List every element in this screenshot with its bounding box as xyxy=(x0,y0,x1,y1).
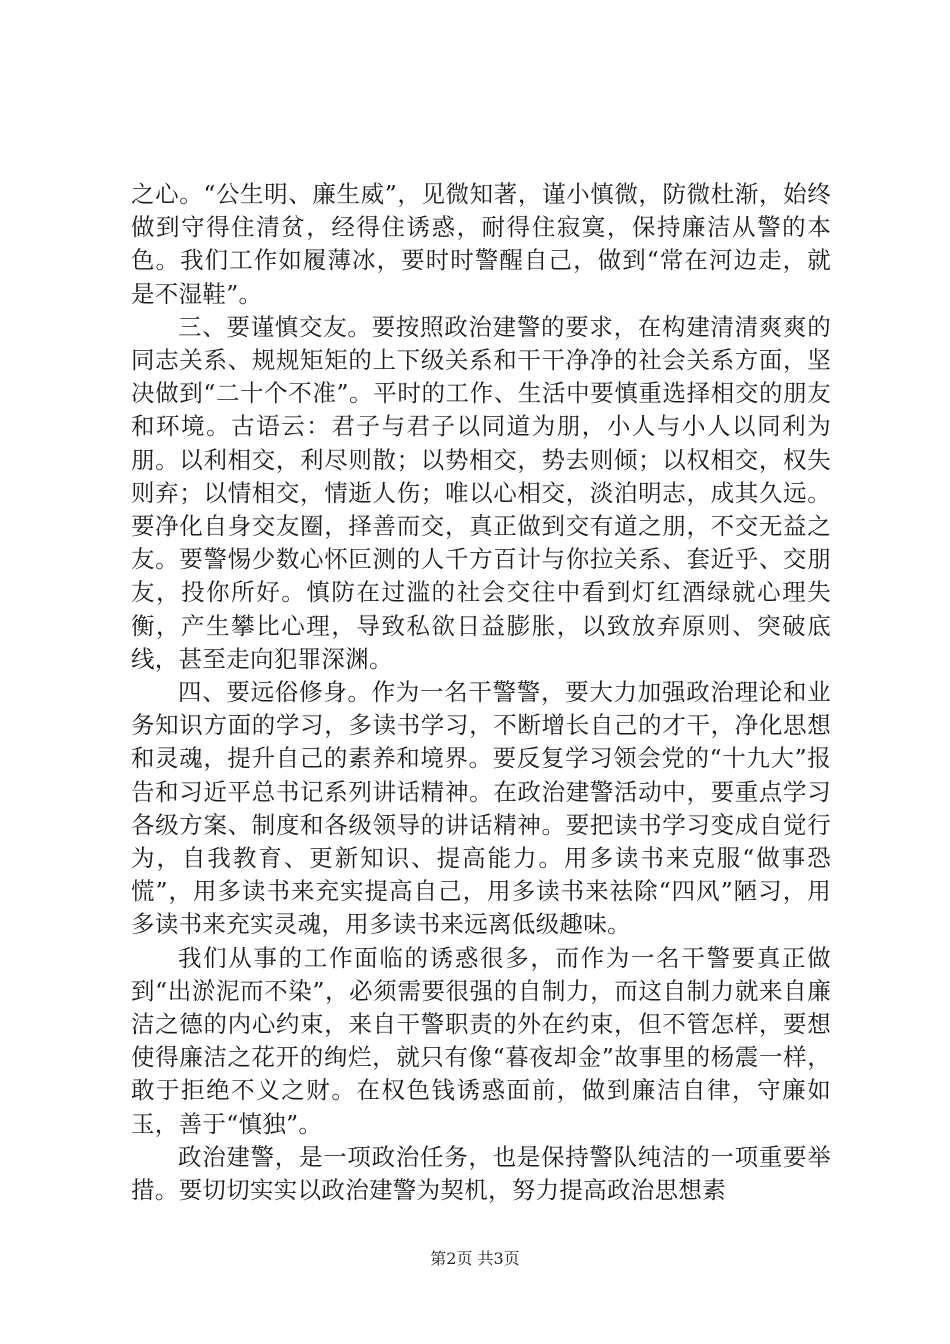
document-body xyxy=(131,178,831,1207)
paragraph-section-four: 四、要远俗修身。作为一名干警警，要大力加强政治理论和业务知识方面的学习，多读书学习，不断增长自己的才干，净化思想和灵魂，提升自己的素养和境界。要反复学习领会党的“十九大”报告和习近平总书记系列讲话精神。在政治建警活动中，要重点学习各级方案、制度和各级领导的讲话精神。要把读书学习变成自觉行为，自我教育、更新知识、提高能力。用多读书来克服“做事恐慌”，用多读书来充实提高自己，用多读书来祛除“四风”陋习，用多读书来充实灵魂，用多读书来远离低级趣味。 xyxy=(131,678,831,939)
page-number-footer: 第2页 共3页 xyxy=(430,1249,520,1268)
paragraph-political-police: 政治建警，是一项政治任务，也是保持警队纯洁的一项重要举措。要切切实实以政治建警为契机，努力提高政治思想素 xyxy=(131,1142,831,1205)
paragraph-section-three: 三、要谨慎交友。要按照政治建警的要求，在构建清清爽爽的同志关系、规规矩矩的上下级关系和干干净净的社会关系方面，坚决做到“二十个不准”。平时的工作、生活中要慎重选择相交的朋友和环境。古语云：君子与君子以同道为朋，小人与小人以同利为朋。以利相交，利尽则散；以势相交，势去则倾；以权相交，权失则弃；以情相交，情逝人伤；唯以心相交，淡泊明志，成其久远。要净化自身交友圈，择善而交，真正做到交有道之朋，不交无益之友。要警惕少数心怀叵测的人千方百计与你拉关系、套近乎、交朋友，投你所好。慎防在过滥的社会交往中看到灯红酒绿就心理失衡，产生攀比心理，导致私欲日益膨胀，以致放弃原则、突破底线，甚至走向犯罪深渊。 xyxy=(131,312,831,673)
paragraph-continuation: 之心。“公生明、廉生威”，见微知著，谨小慎微，防微杜渐，始终做到守得住清贫，经得住诱惑，耐得住寂寞，保持廉洁从警的本色。我们工作如履薄冰，要时时警醒自己，做到“常在河边走，就是不湿鞋”。 xyxy=(131,180,831,308)
paragraph-temptation: 我们从事的工作面临的诱惑很多，而作为一名干警要真正做到“出淤泥而不染”，必须需要很强的自制力，而这自制力就来自廉洁之德的内心约束，来自干警职责的外在约束，但不管怎样，要想使得廉洁之花开的绚烂，就只有像“暮夜却金”故事里的杨震一样，敢于拒绝不义之财。在权色钱诱惑面前，做到廉洁自律，守廉如玉，善于“慎独”。 xyxy=(131,943,831,1138)
